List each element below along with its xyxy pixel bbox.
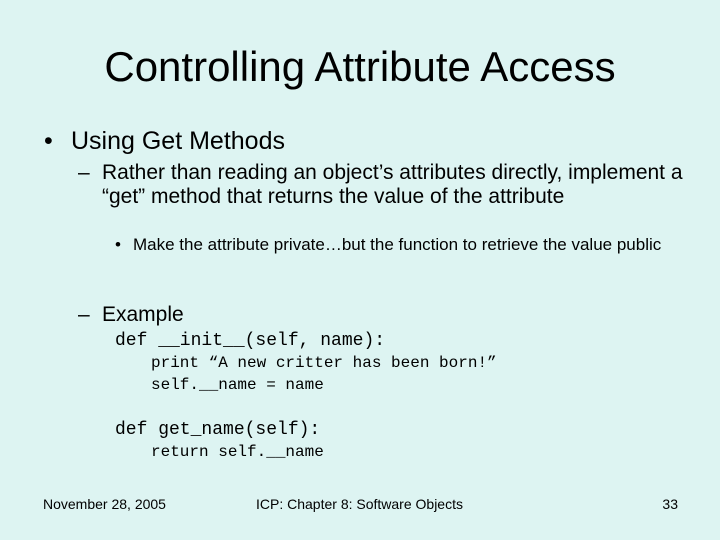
third-level-text: Make the attribute private…but the function to retrieve the value public (133, 235, 662, 254)
sub-bullet-text: Rather than reading an object’s attributes directly, implement a “get” method that returns the value of the attribute (102, 161, 683, 208)
bullet-mark: • (44, 127, 53, 155)
third-level-mark: • (115, 235, 121, 254)
sub-bullet-mark: – (78, 303, 90, 326)
code-line-return: return self.__name (151, 443, 324, 461)
sub-bullet-mark: – (78, 161, 90, 184)
slide-title: Controlling Attribute Access (104, 43, 616, 90)
footer-chapter: ICP: Chapter 8: Software Objects (256, 496, 463, 512)
footer-page-number: 33 (662, 496, 678, 512)
footer-date: November 28, 2005 (43, 496, 166, 512)
code-line-get-name: def get_name(self): (115, 420, 321, 440)
bullet-text: Using Get Methods (71, 127, 285, 155)
code-line-assign: self.__name = name (151, 376, 324, 394)
sub-bullet-text: Example (102, 303, 184, 326)
code-line-init: def __init__(self, name): (115, 331, 386, 351)
code-line-print: print “A new critter has been born!” (151, 354, 497, 372)
